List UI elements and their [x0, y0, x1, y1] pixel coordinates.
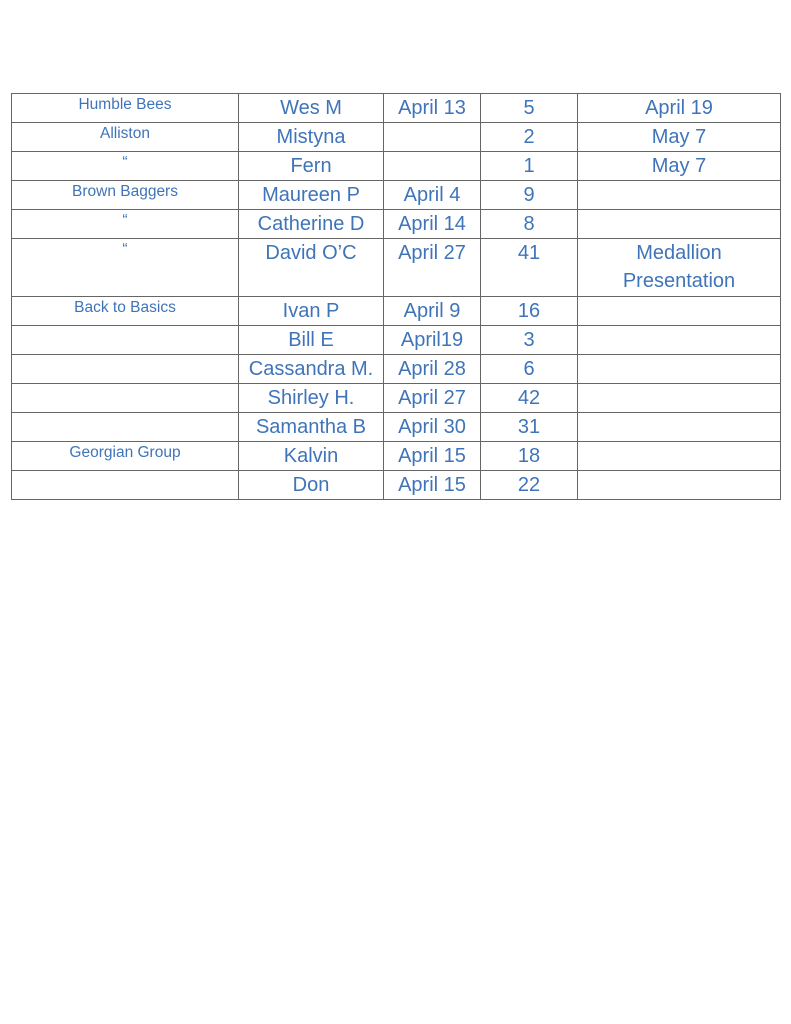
name-cell: Don	[239, 471, 384, 500]
name-cell: Ivan P	[239, 297, 384, 326]
note-cell	[578, 355, 781, 384]
count-cell: 41	[481, 239, 578, 297]
table-row	[12, 94, 781, 123]
date-cell: April 27	[384, 384, 481, 413]
note-cell	[578, 471, 781, 500]
name-cell: Kalvin	[239, 442, 384, 471]
name-cell: Wes M	[239, 94, 384, 123]
date-cell: April 14	[384, 210, 481, 239]
date-cell: April19	[384, 326, 481, 355]
name-cell: Shirley H.	[239, 384, 384, 413]
name-cell: Mistyna	[239, 123, 384, 152]
note-cell: April 19	[578, 94, 781, 123]
table-row	[12, 471, 781, 500]
date-cell: April 15	[384, 471, 481, 500]
note-cell	[578, 384, 781, 413]
count-cell: 9	[481, 181, 578, 210]
date-cell: April 30	[384, 413, 481, 442]
name-cell: Cassandra M.	[239, 355, 384, 384]
group-cell: Georgian Group	[12, 442, 239, 471]
count-cell: 42	[481, 384, 578, 413]
note-cell	[578, 297, 781, 326]
note-cell	[578, 326, 781, 355]
count-cell: 22	[481, 471, 578, 500]
count-cell: 6	[481, 355, 578, 384]
count-cell: 1	[481, 152, 578, 181]
table-row	[12, 355, 781, 384]
table-row	[12, 123, 781, 152]
table-body	[12, 94, 781, 500]
count-cell: 5	[481, 94, 578, 123]
group-cell	[12, 471, 239, 500]
note-line: Medallion	[636, 242, 722, 264]
count-cell: 31	[481, 413, 578, 442]
count-cell: 3	[481, 326, 578, 355]
group-cell	[12, 355, 239, 384]
group-cell: “	[12, 152, 239, 181]
name-cell: Maureen P	[239, 181, 384, 210]
date-cell	[384, 152, 481, 181]
name-cell: Fern	[239, 152, 384, 181]
table-row	[12, 239, 781, 297]
attendance-table	[11, 93, 781, 500]
name-cell: Samantha B	[239, 413, 384, 442]
name-cell: David O’C	[239, 239, 384, 297]
date-cell	[384, 123, 481, 152]
date-cell: April 28	[384, 355, 481, 384]
count-cell: 18	[481, 442, 578, 471]
group-cell	[12, 413, 239, 442]
table-row	[12, 413, 781, 442]
note-line: Presentation	[622, 270, 736, 292]
table-row	[12, 297, 781, 326]
count-cell: 8	[481, 210, 578, 239]
group-cell: Humble Bees	[12, 94, 239, 123]
table-row	[12, 210, 781, 239]
group-cell: Brown Baggers	[12, 181, 239, 210]
date-cell: April 4	[384, 181, 481, 210]
group-cell: Alliston	[12, 123, 239, 152]
group-cell	[12, 326, 239, 355]
count-cell: 16	[481, 297, 578, 326]
table-row	[12, 442, 781, 471]
date-cell: April 15	[384, 442, 481, 471]
date-cell: April 27	[384, 239, 481, 297]
table-row	[12, 326, 781, 355]
note-cell	[578, 413, 781, 442]
note-cell: May 7	[578, 123, 781, 152]
table-row	[12, 181, 781, 210]
note-cell	[578, 181, 781, 210]
note-cell	[578, 239, 781, 297]
group-cell: “	[12, 210, 239, 239]
table-row	[12, 384, 781, 413]
table-row	[12, 152, 781, 181]
name-cell: Bill E	[239, 326, 384, 355]
group-cell	[12, 384, 239, 413]
group-cell: “	[12, 239, 239, 297]
group-cell: Back to Basics	[12, 297, 239, 326]
date-cell: April 9	[384, 297, 481, 326]
name-cell: Catherine D	[239, 210, 384, 239]
count-cell: 2	[481, 123, 578, 152]
note-cell	[578, 210, 781, 239]
note-cell	[578, 442, 781, 471]
note-cell: May 7	[578, 152, 781, 181]
date-cell: April 13	[384, 94, 481, 123]
